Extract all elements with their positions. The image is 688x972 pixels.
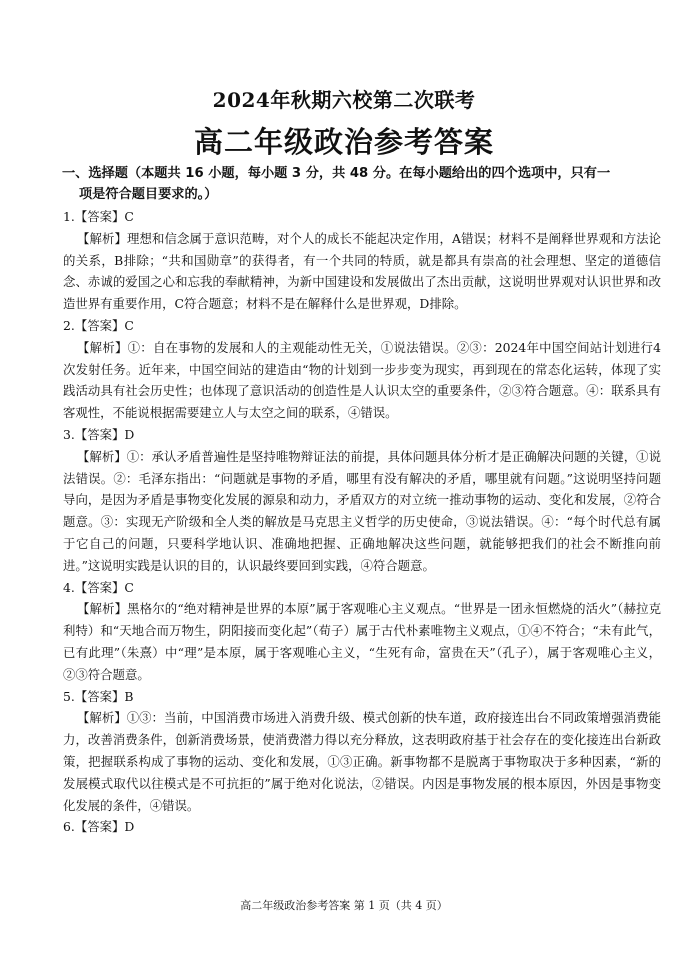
page-footer: 高二年级政治参考答案 第 1 页（共 4 页）: [240, 899, 448, 912]
answer-label: 4.【答案】C: [63, 579, 134, 595]
answer-item-1: [63, 206, 661, 315]
answer-item-6: [63, 816, 661, 838]
answer-label: 6.【答案】D: [63, 819, 135, 835]
answer-label: 3.【答案】D: [63, 426, 135, 442]
explanation-text: 【解析】①③：当前，中国消费市场进入消费升级、模式创新的快车道，政府接连出台不同政策增强消费能力，改善消费条件，创新消费场景，使消费潜力得以充分释放，这表明政府基于社会存在的变化接连出台新政策，把握联系构成了事物的运动、变化和发展，①③正确。新事物都不是脱离于事物取决于多种因素，“新的发展模式取代以往模式是不可抗拒的”属于绝对化说法，②错误。内因是事物发展的根本原因，外因是事物变化发展的条件，④错误。: [63, 710, 661, 813]
answer-label: 2.【答案】C: [63, 317, 134, 333]
explanation-text: 【解析】①：自在事物的发展和人的主观能动性无关，①说法错误。②③：2024年中国空间站计划进行4次发射任务。近年来，中国空间站的建造由“物的计划到一步步变为现实，再到现在的常态化运转，体现了实践活动具有社会历史性；也体现了意识活动的创造性是人认识太空的重要条件，②③符合题意。④：联系具有客观性，不能说根据需要建立人与太空之间的联系，④错误。: [63, 339, 661, 421]
exam-title: 2024年秋期六校第二次联考: [212, 88, 476, 112]
answer-item-4: [63, 577, 661, 686]
answer-item-3: [63, 424, 661, 577]
answer-label: 1.【答案】C: [63, 209, 134, 224]
explanation-text: 【解析】黑格尔的“绝对精神是世界的本原”属于客观唯心主义观点。“世界是一团永恒燃烧的活火”（赫拉克利特）和“天地合而万物生，阴阳接而变化起”（荀子）属于古代朴素唯物主义观点，①④不符合；“未有此气，已有此理”（朱熹）中“理”是本原，属于客观唯心主义，“生死有命，富贵在天”（孔子），属于客观唯心主义，②③符合题意。: [63, 601, 661, 682]
explanation-text: 【解析】理想和信念属于意识范畴，对个人的成长不能起决定作用，A错误；材料不是阐释世界观和方法论的关系，B排除；“共和国勋章”的获得者，有一个共同的特质，就是都具有崇高的社会理想、坚定的道德信念、赤诚的爱国之心和忘我的奉献精神，为新中国建设和发展做出了杰出贡献，这说明世界观对认识世界和改造世界有重要作用，C符合题意；材料不是在解释什么是世界观，D排除。: [63, 230, 661, 312]
explanation-text: 【解析】①：承认矛盾普遍性是坚持唯物辩证法的前提，具体问题具体分析才是正确解决问题的关键，①说法错误。②：毛泽东指出：“问题就是事物的矛盾，哪里有没有解决的矛盾，哪里就有问题。”这说明坚持问题导向，是因为矛盾是事物变化发展的源泉和动力，矛盾双方的对立统一推动事物的运动、变化和发展，②符合题意。③：实现无产阶级和全人类的解放是马克思主义哲学的历史使命，③说法错误。④：“每个时代总有属于它自己的问题，只要科学地认识、准确地把握、正确地解决这些问题，就能够把我们的社会不断推向前进。”这说明实践是认识的目的，认识最终要回到实践，④符合题意。: [63, 448, 661, 573]
section-heading-line2: 项是符合题目要求的。）: [79, 187, 218, 202]
answer-item-5: [63, 686, 661, 817]
answers-list: [63, 206, 661, 838]
document-title: 高二年级政治参考答案: [193, 125, 494, 159]
section-heading: [62, 163, 662, 205]
answer-label: 5.【答案】B: [63, 688, 134, 704]
answer-item-2: [63, 315, 661, 424]
section-heading-line1: 一、选择题（本题共 16 小题，每小题 3 分，共 48 分。在每小题给出的四个选项中，只有一: [62, 166, 611, 181]
